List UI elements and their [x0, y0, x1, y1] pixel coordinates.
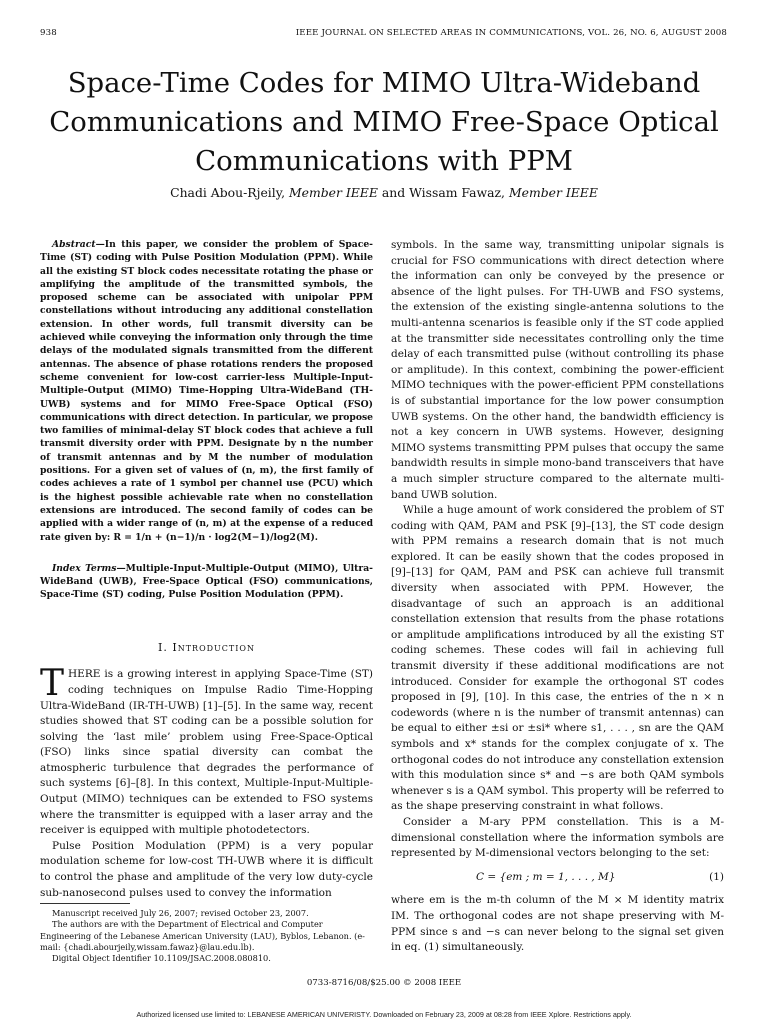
footnotes [40, 908, 373, 964]
equation-1-number: (1) [709, 870, 724, 883]
right-paragraph-3: Consider a M-ary PPM constellation. This is a M-dimensional constellation where the information symbols are represented by M-dimensional vectors belonging to the set: [391, 815, 724, 860]
author-2: Wissam Fawaz, [409, 185, 506, 200]
dropcap: T [40, 663, 65, 705]
intro-paragraph-1-text: HERE is a growing interest in applying Space-Time (ST) coding techniques on Impulse Radio Time-Hopping Ultra-WideBand (IR-TH-UWB) [1]–[5]. In the same way, recent studies showed that ST coding can be a possible solution for solving the ‘last mile’ problem using Free-Space-Optical (FSO) links since spatial diversity can combat the atmospheric turbulence that degrades the performance of such systems [6]–[8]. In this context, Multiple-Input-Multiple-Output (MIMO) techniques can be extended to FSO systems where the transmitter is equipped with a laser array and the receiver is equipped with multiple photodetectors. [40, 668, 373, 837]
index-terms-text: —Multiple-Input-Multiple-Output (MIMO), Ultra-WideBand (UWB), Free-Space Optical (FSO) communications, Space-Time (ST) coding, Pulse Position Modulation (PPM). [40, 562, 373, 601]
right-paragraph-2: While a huge amount of work considered the problem of ST coding with QAM, PAM and PSK [9]–[13], the ST code design with PPM remains a research domain that is not much explored. It can be easily shown that the codes proposed in [9]–[13] for QAM, PAM and PSK can achieve full transmit diversity when associated with PPM. However, the disadvantage of such an approach is an additional constellation extension that results from the phase rotations or amplitude amplifications introduced by all the existing ST coding schemes. These codes will fail in achieving full transmit diversity if these additional modifications are not introduced. Consider for example the orthogonal ST codes proposed in [9], [10]. In this case, the entries of the n × n codewords (where n is the number of transmit antennas) can be equal to either ±si or ±si* where s1, . . . , sn are the QAM symbols and x* stands for the complex conjugate of x. The orthogonal codes do not introduce any constellation extension with this modulation since s* and −s are both QAM symbols whenever s is a QAM symbol. This property will be referred to as the shape preserving constraint in what follows. [391, 504, 724, 813]
footnote-received: Manuscript received July 26, 2007; revised October 23, 2007. [52, 908, 309, 918]
abstract [40, 238, 373, 544]
right-paragraph-1: symbols. In the same way, transmitting unipolar signals is crucial for FSO communications with direct detection where the information can only be conveyed by the presence or absence of the light pulses. For TH-UWB and FSO systems, the extension of the existing single-antenna solutions to the multi-antenna scenarios is feasible only if the ST code applied at the transmitter side necessitates controlling only the time delay of each transmitted pulse (without controlling its phase or amplitude). In this context, combining the power-efficient MIMO techniques with the power-efficient PPM constellations is of substantial importance for the low power consumption UWB systems. On the other hand, the bandwidth efficiency is not a key concern in UWB systems. However, designing MIMO systems transmitting PPM pulses that occupy the same bandwidth results in simple mono-band transceivers that have a much simpler structure compared to the alternate multi-band UWB solution. [391, 239, 725, 501]
equation-1 [391, 870, 724, 886]
footnote-affiliation: The authors are with the Department of Electrical and Computer Engineering of the Lebanese American University (LAU), Byblos, Lebanon. (e-mail: {chadi.abourjeily,wissam.fawaz}@lau.edu.lb). [40, 919, 365, 952]
intro-paragraph-2: Pulse Position Modulation (PPM) is a very popular modulation scheme for low-cost TH-UWB where it is difficult to control the phase and amplitude of the very low duty-cycle sub-nanosecond pulses used to convey the information [40, 839, 373, 899]
author-conjunction: and [381, 185, 406, 200]
section-heading-introduction: I. Introduction [158, 640, 255, 654]
index-terms [40, 562, 373, 602]
paper-title: Space-Time Codes for MIMO Ultra-Wideband Communications and MIMO Free-Space Optical Communications with PPM [49, 67, 719, 177]
author-1: Chadi Abou-Rjeily, [170, 185, 286, 200]
page-number: 938 [40, 28, 57, 38]
author-1-role: Member IEEE [288, 185, 378, 200]
right-column [391, 238, 724, 956]
right-paragraph-4: where em is the m-th column of the M × M identity matrix IM. The orthogonal codes are not shape preserving with M-PPM since s and −s can never belong to the signal set given in eq. (1) simultaneously. [391, 894, 724, 954]
left-column [40, 238, 373, 901]
intro-paragraph-1 [40, 663, 373, 839]
author-2-role: Member IEEE [508, 185, 598, 200]
footnote-doi: Digital Object Identifier 10.1109/JSAC.2008.080810. [52, 953, 271, 964]
license-notice: Authorized licensed use limited to: LEBANESE AMERICAN UNIVERISTY. Downloaded on February 23, 2009 at 08:28 from IEEE Xplore. Restrictions apply. [136, 1010, 632, 1019]
copyright-line: 0733-8716/08/$25.00 © 2008 IEEE [306, 978, 462, 988]
equation-1-body: C = {em ; m = 1, . . . , M} [476, 870, 616, 883]
abstract-label: Abstract [52, 239, 96, 250]
author-line [40, 185, 728, 200]
journal-header: IEEE JOURNAL ON SELECTED AREAS IN COMMUNICATIONS, VOL. 26, NO. 6, AUGUST 2008 [295, 28, 727, 38]
abstract-text: —In this paper, we consider the problem of Space-Time (ST) coding with Pulse Position Modulation (PPM). While all the existing ST block codes necessitate rotating the phase or amplifying the amplitude of the transmitted symbols, the proposed scheme can be associated with unipolar PPM constellations without introducing any additional constellation extension. In other words, full transmit diversity can be achieved while conveying the information only through the time delays of the modulated signals transmitted from the different antennas. The absence of phase rotations renders the proposed scheme convenient for low-cost carrier-less Multiple-Input-Multiple-Output (MIMO) Time-Hopping Ultra-WideBand (TH-UWB) systems and for MIMO Free-Space Optical (FSO) communications with direct detection. In particular, we propose two families of minimal-delay ST block codes that achieve a full transmit diversity order with PPM. Designate by n the number of transmit antennas and by M the number of modulation positions. For a given set of values of (n, m), the first family of codes achieves a rate of 1 symbol per channel use (PCU) which is the highest possible achievable rate when no constellation extensions are introduced. The second family of codes can be applied with a wider range of (n, m) at the expense of a reduced rate given by: R = 1/n + (n−1)/n · log2(M−1)/log2(M). [40, 239, 373, 543]
index-terms-label: Index Terms [52, 562, 117, 574]
footnote-rule [40, 903, 130, 904]
